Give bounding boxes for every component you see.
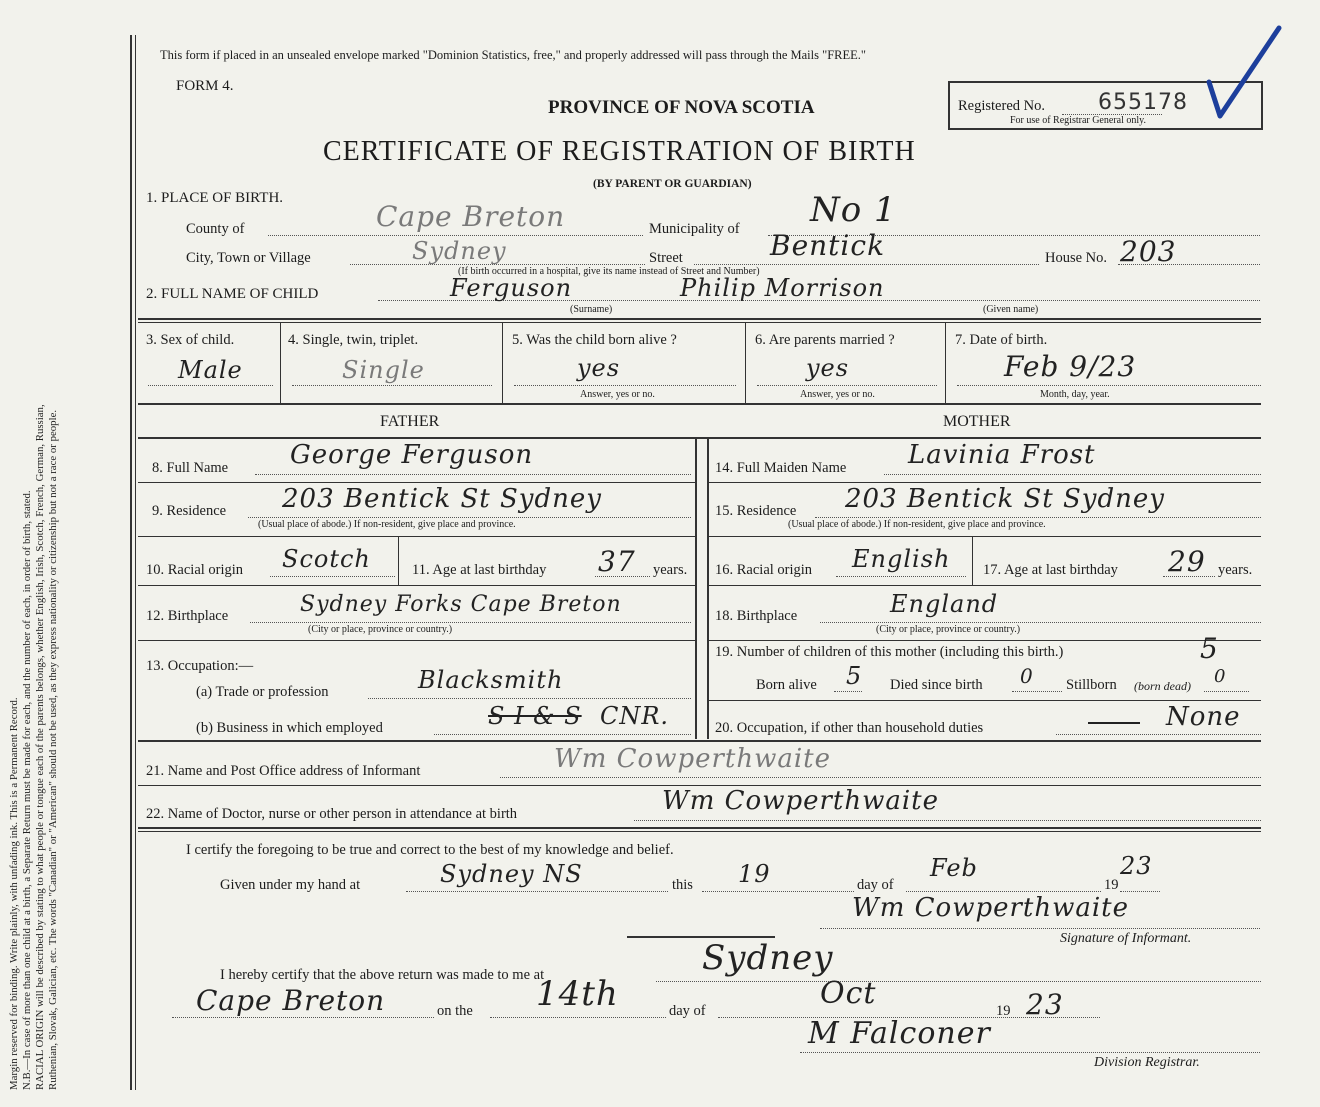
- divider: [945, 323, 946, 403]
- stillborn-note: (born dead): [1134, 679, 1191, 693]
- informant-signature: Wm Cowperthwaite: [852, 893, 1130, 923]
- mother-racial-value: English: [852, 545, 951, 573]
- divider: [138, 403, 1261, 405]
- dob-value: Feb 9/23: [1004, 350, 1137, 383]
- divider: [138, 585, 695, 586]
- plurality-label: 4. Single, twin, triplet.: [288, 332, 419, 348]
- alive-value: yes: [577, 354, 621, 382]
- divider: [138, 831, 1261, 832]
- mother-residence-dots: [815, 517, 1261, 518]
- mother-birthplace-value: England: [890, 590, 999, 618]
- mother-racial-label: 16. Racial origin: [715, 562, 813, 578]
- father-heading: FATHER: [380, 413, 440, 430]
- registrar-county-dots: [172, 1017, 434, 1018]
- divider: [707, 640, 1261, 641]
- mother-age-label: 17. Age at last birthday: [983, 562, 1118, 578]
- month-value: Feb: [930, 854, 978, 882]
- dash-mark: [1088, 722, 1140, 724]
- married-dots: [757, 385, 937, 386]
- mother-residence-value: 203 Bentick St Sydney: [845, 484, 1165, 514]
- mother-name-label: 14. Full Maiden Name: [715, 460, 847, 476]
- year-prefix: 19: [1104, 877, 1119, 893]
- registrar-county-value: Cape Breton: [196, 984, 386, 1017]
- business-dots: [434, 734, 691, 735]
- this-label: this: [672, 877, 693, 893]
- trade-dots: [368, 698, 691, 699]
- year-value: 23: [1120, 852, 1153, 880]
- margin-note-binding: Margin reserved for binding. Write plainly, with unfading ink. This is a Permanent Record.: [8, 697, 20, 1090]
- province-heading: PROVINCE OF NOVA SCOTIA: [548, 97, 815, 118]
- house-label: House No.: [1045, 250, 1108, 266]
- county-value: Cape Breton: [376, 200, 566, 233]
- mother-birthplace-label: 18. Birthplace: [715, 608, 798, 624]
- mother-racial-dots: [836, 576, 966, 577]
- dob-label: 7. Date of birth.: [955, 332, 1048, 348]
- certificate-subtitle: (BY PARENT OR GUARDIAN): [593, 178, 752, 190]
- mother-name-dots: [884, 474, 1261, 475]
- divider: [707, 482, 1261, 483]
- street-dots: [694, 264, 1039, 265]
- dob-caption: Month, day, year.: [1040, 389, 1110, 400]
- signature-dots: [820, 928, 1260, 929]
- born-alive-value: 5: [846, 662, 863, 690]
- margin-note-racial-origin-cont: Ruthenian, Slovak, Galician, etc. The words "Canadian" or "American" should not be used, as they express nationality or citizenship but not a race or people.: [47, 409, 59, 1090]
- father-racial-dots: [270, 576, 395, 577]
- sex-label: 3. Sex of child.: [146, 332, 235, 348]
- mother-age-suffix: years.: [1218, 562, 1253, 578]
- born-alive-dots: [834, 691, 862, 692]
- day-dots: [702, 891, 854, 892]
- divider: [138, 437, 1261, 439]
- married-label: 6. Are parents married ?: [755, 332, 895, 348]
- father-birthplace-dots: [250, 622, 691, 623]
- registrar-year-prefix: 19: [996, 1003, 1011, 1019]
- county-dots: [268, 235, 643, 236]
- street-label: Street: [649, 250, 683, 266]
- registrar-day-of-label: day of: [669, 1003, 706, 1019]
- binding-line: [130, 35, 132, 1090]
- hospital-note: (If birth occurred in a hospital, give its name instead of Street and Number): [458, 266, 760, 277]
- father-residence-dots: [248, 517, 691, 518]
- certificate-title: CERTIFICATE OF REGISTRATION OF BIRTH: [323, 136, 916, 167]
- died-value: 0: [1020, 664, 1034, 688]
- registrar-signature-dots: [800, 1052, 1260, 1053]
- margin-note-multiple-births: N.B.—In case of more than one child at a birth, a Separate Return must be made for each, and the number of each, in order of birth, stated.: [21, 490, 33, 1090]
- doctor-label: 22. Name of Doctor, nurse or other person in attendance at birth: [146, 806, 518, 822]
- day-of-label: day of: [857, 877, 894, 893]
- registrar-month-value: Oct: [820, 976, 877, 1011]
- divider: [707, 585, 1261, 586]
- born-alive-label: Born alive: [756, 677, 817, 693]
- plurality-value: Single: [342, 356, 425, 384]
- registrar-signature: M Falconer: [808, 1016, 991, 1051]
- dob-dots: [957, 385, 1261, 386]
- stillborn-dots: [1204, 691, 1249, 692]
- father-age-value: 37: [598, 545, 636, 578]
- married-caption: Answer, yes or no.: [800, 389, 875, 400]
- registrar-day-dots: [490, 1017, 666, 1018]
- registrar-statement: I hereby certify that the above return was made to me at: [220, 967, 545, 983]
- informant-label: 21. Name and Post Office address of Informant: [146, 763, 421, 779]
- occupation-heading: 13. Occupation:—: [146, 658, 254, 674]
- informant-dots: [500, 777, 1261, 778]
- registrar-day-value: 14th: [536, 974, 619, 1014]
- given-place-dots: [406, 891, 668, 892]
- house-value: 203: [1120, 235, 1177, 268]
- divider: [138, 827, 1261, 829]
- father-racial-value: Scotch: [282, 545, 371, 573]
- street-value: Bentick: [770, 229, 886, 262]
- children-value: 5: [1200, 632, 1219, 665]
- divider: [280, 323, 281, 403]
- registrar-caption: Division Registrar.: [1094, 1055, 1200, 1070]
- municipality-value: No 1: [810, 190, 897, 230]
- divider: [138, 536, 695, 537]
- child-given-name: Philip Morrison: [680, 274, 885, 302]
- margin-note-racial-origin: RACIAL ORIGIN will be described by stating to what people or tongue each of the parents belongs, whether English, Irish, Scotch, French, German, Russian,: [34, 404, 46, 1090]
- father-racial-label: 10. Racial origin: [146, 562, 244, 578]
- father-name-value: George Ferguson: [290, 440, 534, 470]
- divider: [972, 537, 973, 585]
- registered-label: Registered No.: [958, 98, 1045, 114]
- father-residence-value: 203 Bentick St Sydney: [282, 484, 602, 514]
- divider: [138, 322, 1261, 323]
- registered-number: 655178: [1098, 90, 1188, 115]
- trade-label: (a) Trade or profession: [196, 684, 329, 700]
- father-abode-caption: (Usual place of abode.) If non-resident, give place and province.: [258, 519, 516, 530]
- died-dots: [1012, 691, 1062, 692]
- parents-divider: [695, 437, 697, 739]
- on-the-label: on the: [437, 1003, 473, 1019]
- child-name-label: 2. FULL NAME OF CHILD: [146, 286, 319, 302]
- doctor-dots: [634, 820, 1261, 821]
- stillborn-value: 0: [1214, 666, 1227, 687]
- divider: [502, 323, 503, 403]
- alive-caption: Answer, yes or no.: [580, 389, 655, 400]
- binding-line-inner: [135, 35, 136, 1090]
- father-birthplace-label: 12. Birthplace: [146, 608, 229, 624]
- trade-value: Blacksmith: [418, 666, 564, 694]
- divider: [707, 536, 1261, 537]
- informant-value: Wm Cowperthwaite: [554, 744, 832, 774]
- margin-notes: [8, 30, 60, 1090]
- divider: [138, 318, 1261, 320]
- municipality-label: Municipality of: [649, 221, 740, 237]
- mother-occupation-label: 20. Occupation, if other than household duties: [715, 720, 984, 736]
- registrar-place-dots: [656, 981, 1261, 982]
- place-of-birth-heading: 1. PLACE OF BIRTH.: [146, 190, 284, 206]
- year-dots: [1120, 891, 1160, 892]
- given-place-value: Sydney NS: [440, 860, 583, 888]
- surname-caption: (Surname): [570, 304, 613, 315]
- alive-label: 5. Was the child born alive ?: [512, 332, 677, 348]
- child-surname: Ferguson: [450, 274, 573, 302]
- certify-statement: I certify the foregoing to be true and correct to the best of my knowledge and belief.: [186, 842, 674, 858]
- divider: [138, 640, 695, 641]
- given-label: Given under my hand at: [220, 877, 361, 893]
- divider: [707, 700, 1261, 701]
- city-value: Sydney: [412, 237, 507, 265]
- father-residence-label: 9. Residence: [152, 503, 227, 519]
- registrar-place-value: Sydney: [702, 938, 834, 978]
- mother-city-caption: (City or place, province or country.): [876, 624, 1021, 635]
- doctor-value: Wm Cowperthwaite: [662, 786, 940, 816]
- father-birthplace-value: Sydney Forks Cape Breton: [300, 592, 622, 617]
- father-name-dots: [255, 474, 691, 475]
- divider: [398, 537, 399, 585]
- children-label: 19. Number of children of this mother (including this birth.): [715, 644, 1064, 660]
- mother-birthplace-dots: [820, 622, 1261, 623]
- stillborn-label: Stillborn: [1066, 677, 1117, 693]
- father-age-label: 11. Age at last birthday: [412, 562, 547, 578]
- city-label: City, Town or Village: [186, 250, 311, 266]
- given-caption: (Given name): [983, 304, 1039, 315]
- father-name-label: 8. Full Name: [152, 460, 229, 476]
- mother-age-value: 29: [1168, 545, 1206, 578]
- mother-name-value: Lavinia Frost: [908, 440, 1096, 470]
- mother-abode-caption: (Usual place of abode.) If non-resident, give place and province.: [788, 519, 1046, 530]
- father-city-caption: (City or place, province or country.): [308, 624, 453, 635]
- father-age-suffix: years.: [653, 562, 688, 578]
- married-value: yes: [806, 354, 850, 382]
- county-label: County of: [186, 221, 245, 237]
- mother-occupation-value: None: [1166, 702, 1241, 732]
- form-number: FORM 4.: [176, 78, 234, 94]
- mother-residence-label: 15. Residence: [715, 503, 797, 519]
- plurality-dots: [292, 385, 492, 386]
- mother-occupation-dots: [1056, 734, 1261, 735]
- check-mark-icon: [1205, 20, 1295, 125]
- day-value: 19: [738, 860, 771, 888]
- mother-heading: MOTHER: [943, 413, 1011, 430]
- alive-dots: [514, 385, 736, 386]
- divider: [138, 740, 1261, 742]
- business-value: CNR.: [600, 702, 670, 730]
- died-label: Died since birth: [890, 677, 983, 693]
- sex-value: Male: [178, 356, 243, 384]
- business-struck-value: S I & S: [488, 702, 582, 730]
- postal-note: This form if placed in an unsealed envelope marked "Dominion Statistics, free," and properly addressed will pass through the Mails "FREE.": [160, 48, 867, 62]
- business-label: (b) Business in which employed: [196, 720, 383, 736]
- divider: [138, 482, 695, 483]
- signature-caption: Signature of Informant.: [1060, 931, 1192, 946]
- month-dots: [906, 891, 1101, 892]
- registrar-year-value: 23: [1026, 988, 1064, 1021]
- divider: [745, 323, 746, 403]
- sex-dots: [148, 385, 273, 386]
- registrar-note: For use of Registrar General only.: [1010, 115, 1146, 126]
